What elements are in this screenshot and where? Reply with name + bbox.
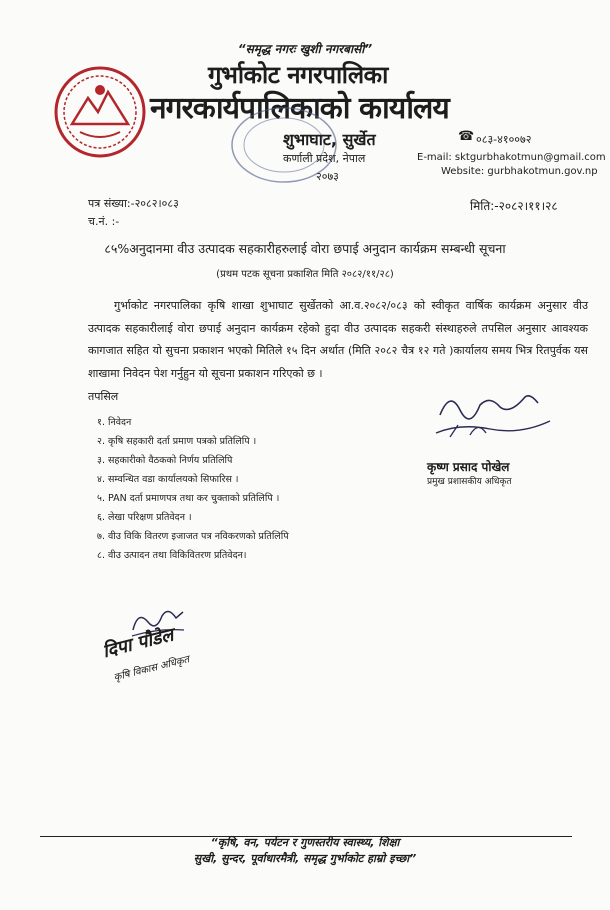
notice-subject: ८५%अनुदानमा वीउ उत्पादक सहकारीहरुलाई वोरा छपाई अनुदान कार्यक्रम सम्बन्धी सूचना — [104, 241, 506, 256]
notice-subtitle: (प्रथम पटक सूचना प्रकाशित मिति २०८२/११/२८) — [216, 269, 394, 280]
list-item: १. निवेदन — [97, 417, 132, 428]
address-line-3: २०७३ — [316, 170, 339, 183]
motto: “समृद्ध नगरः खुशी नगरबासी” — [237, 42, 373, 56]
officer2-name: दिपा पौडेल — [100, 624, 176, 663]
list-item: २. कृषि सहकारी दर्ता प्रमाण पत्रको प्रतिलिपि । — [97, 436, 257, 447]
list-item: ७. वीउ विकि वितरण इजाजत पत्र नविकरणको प्रतिलिपि — [97, 531, 289, 542]
footer-motto-line-1: “कृषि, वन, पर्यटन र गुणस्तरीय स्वास्थ्य, शिक्षा — [210, 836, 400, 849]
letter-date: मिति:-२०८२।११।२८ — [470, 199, 558, 213]
list-item: ४. सम्वन्धित वडा कार्यालयको सिफारिस । — [97, 474, 239, 485]
list-item: ६. लेखा परिक्षण प्रतिवेदन । — [97, 512, 192, 523]
document-checklist — [97, 413, 289, 565]
list-item: ८. वीउ उत्पादन तथा विकिवितरण प्रतिवेदन। — [97, 550, 247, 561]
address-line-2: कर्णाली प्रदेश, नेपाल — [283, 152, 366, 165]
officer2-title: कृषि विकास अधिकृत — [112, 654, 191, 684]
reference-number: पत्र संख्या:-२०८२।०८३ — [88, 197, 179, 210]
address-line-1: शुभाघाट, सुर्खेत — [283, 130, 376, 149]
footer-motto-line-2: सुखी, सुन्दर, पूर्वाधारमैत्री, समृद्ध गुर्भाकोट हाम्रो इच्छा” — [193, 852, 417, 865]
tapsil-heading: तपसिल — [88, 390, 119, 403]
dispatch-number: च.नं. :- — [88, 215, 120, 228]
phone-number: ०८३-४१००७२ — [476, 133, 532, 146]
municipality-name: गुर्भाकोट नगरपालिका — [208, 61, 388, 89]
government-emblem-logo — [50, 62, 150, 162]
phone-icon: ☎ — [458, 129, 475, 144]
list-item: ३. सहकारीको वैठकको निर्णय प्रतिलिपि — [97, 455, 233, 466]
officer1-handwritten-signature — [430, 385, 570, 445]
officer1-name: कृष्ण प्रसाद पोखेल — [427, 460, 510, 474]
notice-body: गुर्भाकोट नगरपालिका कृषि शाखा शुभाघाट सुर्खेतको आ.व.२०८२/०८३ को स्वीकृत वार्षिक कार्यक्रम अनुसार वीउ उत्पादक सहकारीलाई वोरा छपाई अनुदान कार्यक्रम रहेको हुदा वीउ उत्पादक सहकरी संस्थाहरुले तपसिल अनुसार आवश्यक कागजात सहित यो सुचना प्रकाशन भएको मितिले १५ दिन अर्थात (मिति २०८२ चैत्र १२ गते )कार्यालय समय भित्र रितपुर्वक यस शाखामा निवेदन पेश गर्नुहुन यो सूचना प्रकाशन गरिएको छ । — [88, 299, 588, 380]
office-name: नगरकार्यपालिकाको कार्यालय — [150, 91, 449, 126]
email-address: E-mail: sktgurbhakotmun@gmail.com — [417, 152, 606, 163]
website-address: Website: gurbhakotmun.gov.np — [441, 166, 598, 177]
officer1-title: प्रमुख प्रशासकीय अधिकृत — [427, 477, 512, 487]
list-item: ५. PAN दर्ता प्रमाणपत्र तथा कर चुक्ताको प्रतिलिपि । — [97, 493, 280, 504]
